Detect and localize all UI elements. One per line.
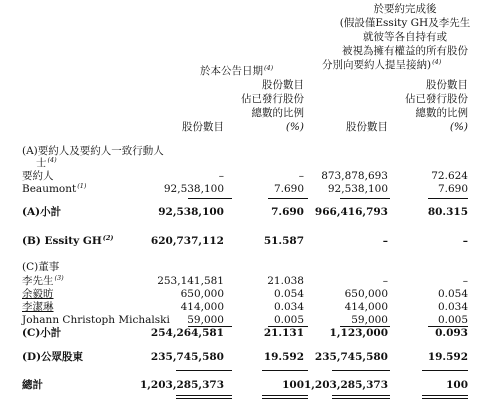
after-shares: 414,000 [344, 301, 388, 313]
row-label: 李潔琳 [22, 301, 54, 313]
now-pct: 100 [282, 379, 304, 391]
rule [262, 370, 308, 371]
now-pct: 0.005 [273, 314, 304, 326]
after-heading-line-4: 被視為擁有權益的所有股份 [342, 45, 468, 57]
after-shares: 235,745,580 [314, 351, 388, 363]
now-pct: 19.592 [263, 351, 304, 363]
rule [340, 198, 390, 199]
now-pct-label-1: 股份數目 [262, 79, 304, 91]
section-a-title-cont: 士$^{(4)}$ [36, 156, 57, 169]
rule [422, 395, 468, 396]
after-shares: 59,000 [351, 314, 388, 326]
after-shares-label: 股份數目 [346, 121, 388, 133]
after-pct: – [462, 275, 468, 287]
after-pct: 80.315 [427, 206, 468, 218]
after-pct-label-1: 股份數目 [426, 79, 468, 91]
rule [332, 370, 390, 371]
now-shares: 650,000 [180, 288, 224, 300]
after-pct: 72.624 [431, 170, 468, 182]
row-label: 要約人 [22, 170, 54, 182]
row-label: Johann Christoph Michalski [22, 314, 170, 326]
now-shares: 1,203,285,373 [139, 379, 224, 391]
now-shares: 414,000 [180, 301, 224, 313]
now-shares: 254,264,581 [150, 327, 224, 339]
rule [176, 398, 232, 399]
after-pct: 0.054 [437, 288, 468, 300]
now-shares: 92,538,100 [158, 206, 224, 218]
after-heading-line-5: 分別向要約人提呈接納)$^{(4)}$ [322, 58, 442, 71]
now-pct-label-2: 佔已發行股份 [241, 93, 304, 105]
now-pct: 7.690 [271, 206, 304, 218]
row-label: (C)小計 [22, 327, 62, 339]
rule [332, 398, 390, 399]
rule [422, 370, 468, 371]
after-heading-line-1: 於要約完成後 [373, 3, 437, 15]
after-pct: 0.034 [437, 301, 468, 313]
now-shares: 235,745,580 [150, 351, 224, 363]
rule [422, 398, 468, 399]
now-pct: 0.054 [273, 288, 304, 300]
now-shares: 253,141,581 [157, 275, 224, 287]
after-pct: – [462, 235, 468, 247]
after-shares: 966,416,793 [314, 206, 388, 218]
rule [176, 395, 232, 396]
after-shares: – [382, 235, 388, 247]
after-pct-label-2: 佔已發行股份 [405, 93, 468, 105]
after-shares: – [382, 275, 388, 287]
row-label: (B) Essity GH$^{(2)}$ [22, 234, 114, 247]
now-shares: 59,000 [187, 314, 224, 326]
rule [268, 198, 308, 199]
now-pct: – [298, 170, 304, 182]
row-label: (D)公眾股東 [22, 351, 84, 363]
now-pct: 21.038 [267, 275, 304, 287]
rule [176, 370, 232, 371]
now-heading: 於本公告日期$^{(4)}$ [200, 64, 274, 77]
rule [262, 395, 308, 396]
rule [428, 198, 468, 199]
after-pct: 0.005 [437, 314, 468, 326]
after-shares: 92,538,100 [327, 183, 388, 195]
now-pct-label-3: 總數的比例 [251, 107, 304, 119]
row-label: 余毅昉 [22, 288, 54, 300]
after-pct: 100 [446, 379, 468, 391]
now-pct: 7.690 [273, 183, 304, 195]
after-pct-label-3: 總數的比例 [415, 107, 468, 119]
section-a-title: (A)要約人及要約人一致行動人 [22, 145, 164, 157]
row-label: Beaumont$^{(1)}$ [22, 182, 87, 195]
now-shares: – [218, 170, 224, 182]
after-shares: 873,878,693 [321, 170, 388, 182]
row-label: (A)小計 [22, 206, 62, 218]
after-shares: 1,123,000 [329, 327, 388, 339]
after-pct: 7.690 [437, 183, 468, 195]
now-shares-label: 股份數目 [182, 121, 224, 133]
after-heading-line-2: (假設僅Essity GH及李先生 [339, 17, 471, 29]
now-pct-unit: (%) [285, 121, 304, 133]
after-shares: 1,203,285,373 [303, 379, 388, 391]
section-c-title: (C)董事 [22, 261, 60, 273]
rule [332, 395, 390, 396]
rule [188, 198, 232, 199]
after-pct-unit: (%) [449, 121, 468, 133]
after-shares: 650,000 [344, 288, 388, 300]
row-label: 總計 [22, 379, 43, 391]
now-pct: 51.587 [263, 235, 304, 247]
after-pct: 0.093 [435, 327, 468, 339]
row-label: 李先生$^{(3)}$ [22, 274, 64, 287]
now-pct: 21.131 [263, 327, 304, 339]
rule [262, 398, 308, 399]
now-pct: 0.034 [273, 301, 304, 313]
now-shares: 92,538,100 [163, 183, 224, 195]
after-heading-line-3: 就彼等各自持有或 [363, 31, 447, 43]
after-pct: 19.592 [427, 351, 468, 363]
now-shares: 620,737,112 [150, 235, 224, 247]
